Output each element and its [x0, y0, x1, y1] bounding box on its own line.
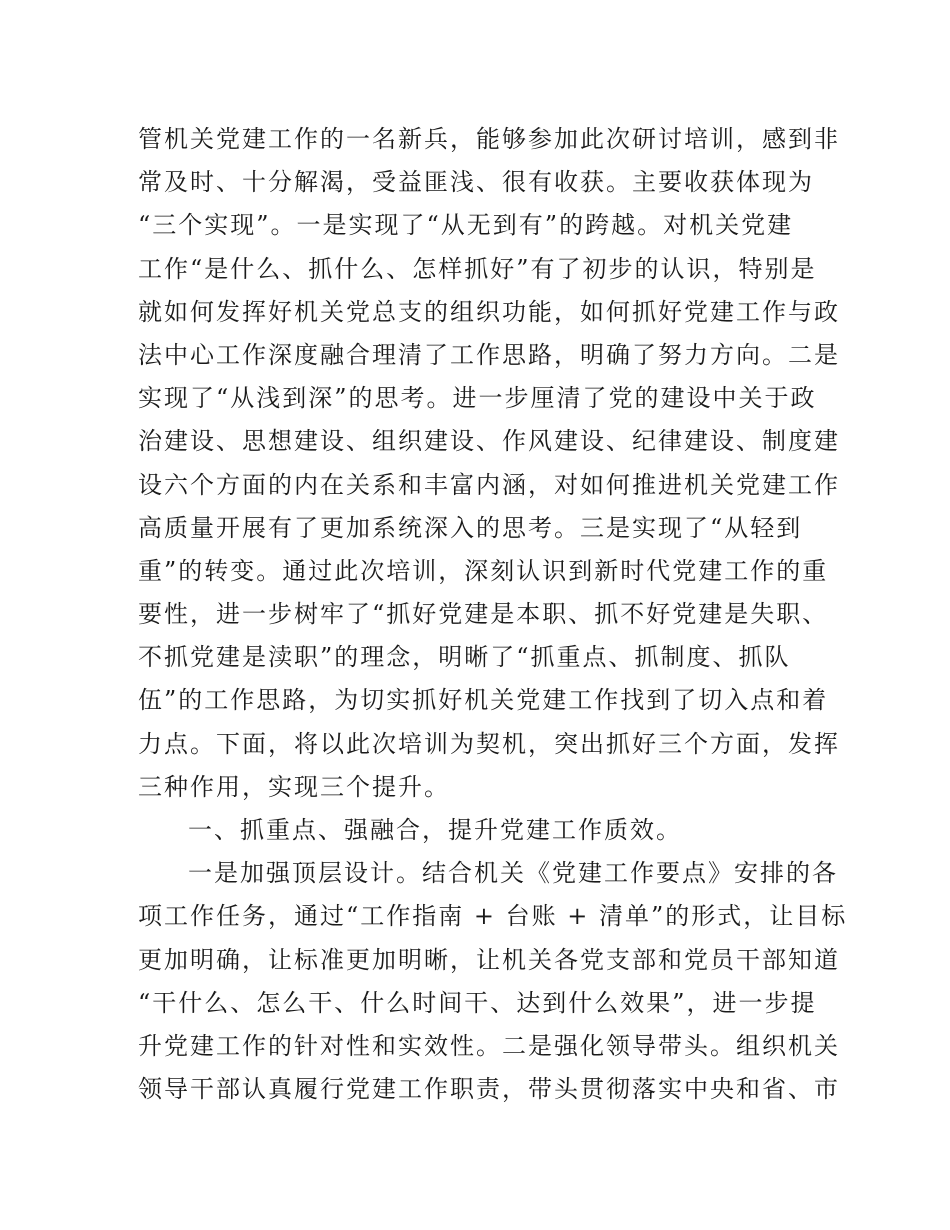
text-line: 法中心工作深度融合理清了工作思路，明确了努力方向。二是 [138, 340, 840, 369]
text-line: 不抓党建是渎职”的理念，明晰了“抓重点、抓制度、抓队 [138, 643, 791, 672]
text-line: “干什么、怎么干、什么时间干、达到什么效果”，进一步提 [138, 988, 817, 1017]
text-line: 就如何发挥好机关党总支的组织功能，如何抓好党建工作与政 [138, 297, 840, 326]
paragraph-start-line: 一是加强顶层设计。结合机关《党建工作要点》安排的各 [188, 859, 838, 888]
text-line: 实现了“从浅到深”的思考。进一步厘清了党的建设中关于政 [138, 384, 817, 413]
document-body [138, 118, 848, 1111]
section-heading: 一、抓重点、强融合，提升党建工作质效。 [188, 816, 682, 844]
text-line: 要性，进一步树牢了“抓好党建是本职、抓不好党建是失职、 [138, 600, 829, 629]
text-line: 三种作用，实现三个提升。 [138, 772, 450, 801]
text-line: 重”的转变。通过此次培训，深刻认识到新时代党建工作的重 [138, 556, 829, 585]
text-line: “三个实现”。一是实现了“从无到有”的跨越。对机关党建 [138, 211, 794, 240]
text-line: 领导干部认真履行党建工作职责，带头贯彻落实中央和省、市 [138, 1075, 840, 1104]
text-line: 更加明确，让标准更加明晰，让机关各党支部和党员干部知道 [138, 945, 840, 974]
text-line: 治建设、思想建设、组织建设、作风建设、纪律建设、制度建 [138, 427, 840, 456]
text-line: 工作“是什么、抓什么、怎样抓好”有了初步的认识，特别是 [138, 254, 817, 283]
text-line: 升党建工作的针对性和实效性。二是强化领导带头。组织机关 [138, 1031, 840, 1060]
text-line: 设六个方面的内在关系和丰富内涵，对如何推进机关党建工作 [138, 470, 840, 499]
text-line: 高质量开展有了更加系统深入的思考。三是实现了“从轻到 [138, 513, 803, 542]
text-line: 力点。下面，将以此次培训为契机，突出抓好三个方面，发挥 [138, 729, 840, 758]
text-line: 常及时、十分解渴，受益匪浅、很有收获。主要收获体现为 [138, 168, 814, 197]
text-line: 管机关党建工作的一名新兵，能够参加此次研讨培训，感到非 [138, 125, 840, 153]
text-line: 伍”的工作思路，为切实抓好机关党建工作找到了切入点和着 [138, 686, 829, 715]
text-line: 项工作任务，通过“工作指南 + 台账 + 清单”的形式，让目标 [138, 902, 848, 931]
